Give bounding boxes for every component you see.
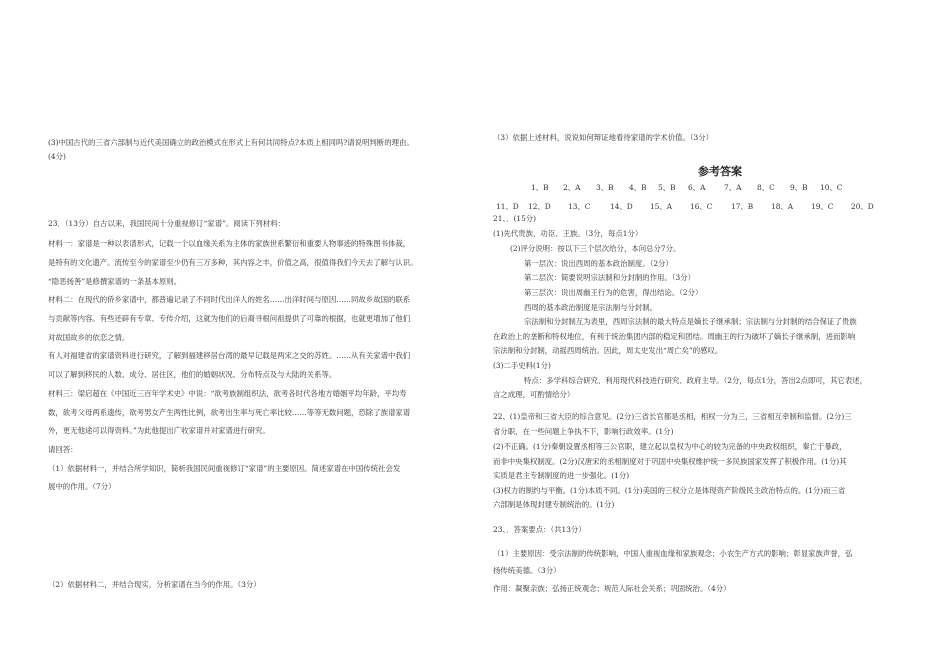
- a22-line: 22、(1)皇帝和三省大臣的综合意见。(2分)三省长官都是丞相，相权一分为三，三省相互牵制和监督。(2分)三: [493, 412, 852, 421]
- a21-line: (2)评分说明：按以下三个层次给分，本问总分7分。: [510, 244, 681, 253]
- q23-line: 材料一：家谱是一种以表谱形式，记载一个以血缘关系为主体的家族世系繁衍和重要人物事迹的特殊图书体裁，: [48, 239, 411, 248]
- a21-line: 西周的基本政治制度是宗法制与分封制。: [524, 303, 658, 312]
- a23-line: 作用：凝聚亲族；弘扬正统观念；规范人际社会关系；巩固统治。（4分）: [493, 584, 731, 593]
- mc-answer-row-2: [496, 203, 891, 210]
- mc-answer: 4、B: [629, 183, 647, 192]
- mc-answer-row-1: [531, 184, 850, 191]
- a21-line: 宗法制和分封制，动摇西周统治。因此，周太史发出“周亡矣”的感叹。: [493, 346, 723, 355]
- a21-line: 言之成理，可酌情给分）: [493, 390, 575, 399]
- q23-line: 展中的作用。（7分）: [48, 482, 116, 491]
- a22-line: 省分职，在一些问题上争执不下，影响行政效率。(1分): [493, 427, 674, 436]
- a21-line: (1)先代贵族、功臣、王族。（3分，每点1分）: [493, 229, 643, 238]
- q23-line: 材料三：梁启超在《中国近三百年学术史》中说：“欲考族制组织法，欲考各时代各地方婚姻平均年龄，平均寿: [48, 389, 407, 398]
- mc-answer: 3、B: [596, 183, 614, 192]
- mc-answer: 10、C: [820, 183, 843, 192]
- a21-line: 第一层次：说出西周的基本政治制度。（2分）: [524, 259, 673, 268]
- mc-answer: 14、D: [610, 202, 633, 211]
- a22-line: (2)不正确。(1分)秦朝设置丞相等三公官职，建立起以皇权为中心的较为完备的中央政权组织，秦亡于暴政，: [493, 442, 847, 451]
- mc-answer: 11、D: [496, 202, 519, 211]
- mc-answer: 2、A: [563, 183, 581, 192]
- mc-answer: 8、C: [757, 183, 775, 192]
- a21-line: 21、．(15分): [493, 214, 537, 223]
- mc-answer: 16、C: [690, 202, 713, 211]
- q23-line: 材料二：在现代的侨乡家谱中，都普遍记录了不同时代出洋人的姓名……出洋时间与原因……同故乡故国的联系: [48, 295, 411, 304]
- mc-answer: 15、A: [650, 202, 673, 211]
- mc-answer: 1、B: [531, 183, 549, 192]
- a21-line: 宗法制和分封制互为表里，西周宗法制的最大特点是嫡长子继承制；宗法制与分封制的结合保证了贵族: [524, 317, 857, 326]
- a21-line: 特点：多学科综合研究、利用现代科技进行研究、政府主导。（2分，每点1分，答出2点即可，其它表述，: [524, 376, 867, 385]
- mc-answer: 12、D: [528, 202, 551, 211]
- a23-line: 23、．答案要点：（共13分）: [493, 525, 586, 534]
- mc-answer: 9、B: [790, 183, 808, 192]
- mc-answer: 6、A: [688, 183, 706, 192]
- mc-answer: 7、A: [724, 183, 742, 192]
- a23-line: 扬传统美德。（3分）: [493, 566, 561, 575]
- mc-answer: 5、B: [658, 183, 676, 192]
- a21-line: 第三层次：说出周幽王行为的危害，得出结论。（2分）: [524, 288, 703, 297]
- q23-line: （1）依据材料一，并结合所学知识，简析我国民间重视修订“家谱”的主要原因。简述家谱在中国传统社会发: [48, 464, 401, 473]
- q23-line: 可以了解到移民的人数、成分、居住区，他们的婚姻状况、分布特点及与大陆的关系等。: [48, 370, 337, 379]
- q23-line: 请回答：: [48, 445, 78, 454]
- q23-line: 23．（13分）自古以来，我国民间十分重视修订“家谱”。阅读下列材料：: [48, 219, 285, 228]
- a23-line: （1）主要原因：受宗法制的传统影响，中国人重视血缘和家族观念；小农生产方式的影响；彰显家族声誉，弘: [493, 549, 853, 558]
- q3-part3-line: (3)中国古代的三省六部制与近代美国确立的政治模式在形式上有何共同特点?本质上相同吗?请说明判断的理由。: [48, 138, 414, 147]
- a22-line: 实质是君主专制制度的进一步强化。(1分): [493, 471, 630, 480]
- mc-answer: 17、B: [731, 202, 754, 211]
- q23-line: 数，欲考父母两系遗传，欲考男女产生两性比例，欲考出生率与死亡率比较……等等无数问题，恐除了族谱家谱: [48, 408, 411, 417]
- answer-title: 参考答案: [698, 165, 742, 178]
- q23-part2: （2）依据材料二，并结合现实，分析家谱在当今的作用。（3分）: [48, 580, 261, 589]
- q23-line: 与贡献等内容。有些还辟有专章、专传介绍，这就为他们的后裔寻根问祖提供了可靠的根据，也就更增加了他们: [48, 314, 411, 323]
- a21-line: (3)二手史料(1分): [493, 361, 551, 370]
- q23-line: “隐恶扬善”是修撰家谱的一条基本原则。: [48, 277, 182, 286]
- a22-line: 而非中央集权制度。(2分)汉唐宋的丞相制度对于巩固中央集权维护统一多民族国家发挥了积极作用。(1分)其: [493, 457, 847, 466]
- mc-answer: 13、C: [568, 202, 591, 211]
- q23-line: 有人对福建省的家谱资料进行研究，了解到福建移居台湾的最早记载是两宋之交的苏姓。……从有关家谱中我们: [48, 351, 411, 360]
- mc-answer: 19、C: [811, 202, 834, 211]
- q23-part3: （3）依据上述材料，说说如何辩证地看待家谱的学术价值。（3分）: [493, 133, 714, 142]
- mc-answer: 18、A: [771, 202, 794, 211]
- a21-line: 第二层次：简要说明宗法制和分封制的作用。（3分）: [524, 273, 695, 282]
- a22-line: (3)权力的制约与平衡。(1分)本质不同。(1分)美国的三权分立是体现资产阶级民主政治特点的。(1分)而三省: [493, 486, 846, 495]
- q3-part3-line: (4分): [48, 152, 66, 161]
- mc-answer: 20、D: [851, 202, 874, 211]
- q23-line: 是特有的文化遗产。流传至今的家谱至少仍有三万多种，其内容之丰，价值之高，很值得我们今天去了解与认识。: [48, 258, 418, 267]
- q23-line: 对故国故乡的依恋之情。: [48, 333, 130, 342]
- a21-line: 在政治上的垄断和特权地位，有利于统治集团内部的稳定和团结。周幽王的行为破坏了嫡长子继承制，进而影响: [493, 332, 856, 341]
- a22-line: 六部制是体现封建专制统治的。(1分): [493, 500, 615, 509]
- q23-line: 外，更无他途可以得资料。”为此他提出广收家谱并对家谱进行研究。: [48, 426, 270, 435]
